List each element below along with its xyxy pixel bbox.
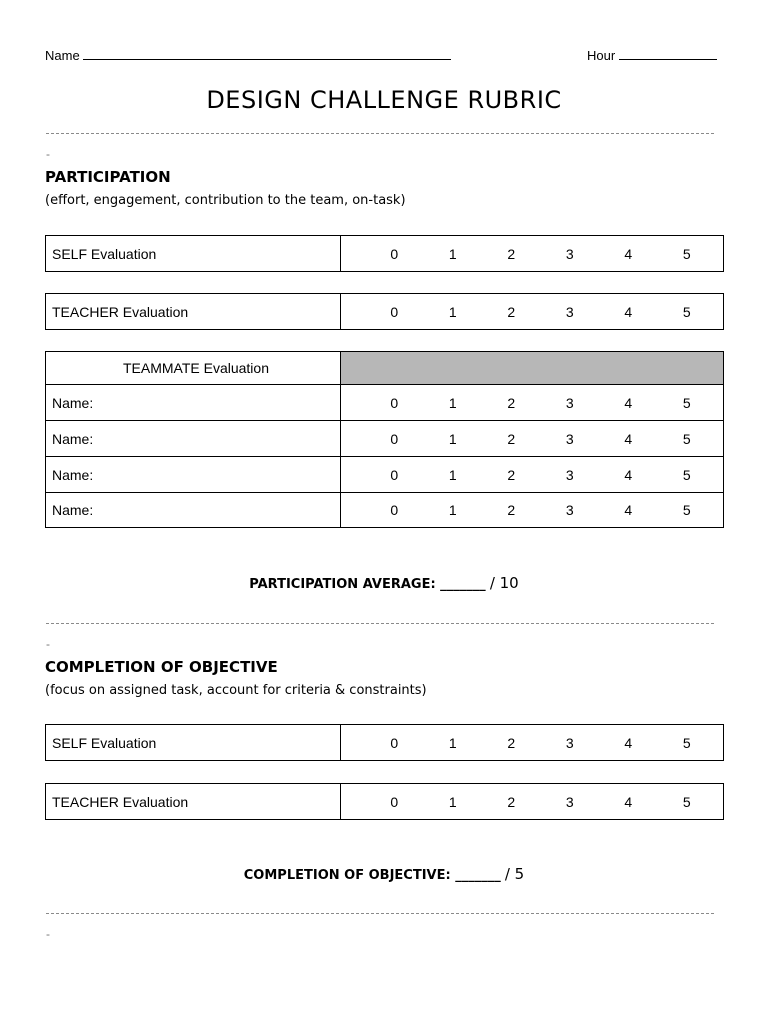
score-option-2[interactable]: 2 (507, 303, 516, 320)
score-option-5[interactable]: 5 (682, 430, 691, 447)
score-option-1[interactable]: 1 (448, 466, 457, 483)
completion-subheading: (focus on assigned task, account for criteria & constraints) (45, 683, 427, 698)
score-option-1[interactable]: 1 (448, 734, 457, 751)
score-option-5[interactable]: 5 (682, 793, 691, 810)
score-option-4[interactable]: 4 (624, 466, 633, 483)
table-row (46, 493, 724, 528)
page-title: DESIGN CHALLENGE RUBRIC (206, 86, 562, 114)
score-option-0[interactable]: 0 (390, 430, 399, 447)
score-options (341, 385, 724, 421)
score-option-4[interactable]: 4 (624, 303, 633, 320)
score-option-5[interactable]: 5 (682, 245, 691, 262)
completion-score (0, 865, 768, 883)
score-option-5[interactable]: 5 (682, 394, 691, 411)
score-option-2[interactable]: 2 (507, 502, 516, 518)
completion-self-table (45, 724, 724, 761)
score-option-0[interactable]: 0 (390, 303, 399, 320)
divider-tick: - (46, 927, 50, 941)
score-options (341, 457, 724, 493)
score-option-0[interactable]: 0 (390, 793, 399, 810)
score-option-2[interactable]: 2 (507, 793, 516, 810)
score-option-1[interactable]: 1 (448, 245, 457, 262)
participation-heading: PARTICIPATION (45, 168, 171, 186)
participation-self-table (45, 235, 724, 272)
teammate-name-label: Name: (46, 457, 341, 493)
score-option-3[interactable]: 3 (565, 502, 574, 518)
score-option-3[interactable]: 3 (565, 793, 574, 810)
score-option-4[interactable]: 4 (624, 394, 633, 411)
score-option-1[interactable]: 1 (448, 430, 457, 447)
score-option-4[interactable]: 4 (624, 502, 633, 518)
score-options (341, 421, 724, 457)
hour-field[interactable] (587, 47, 717, 63)
score-option-2[interactable]: 2 (507, 430, 516, 447)
table-row (46, 421, 724, 457)
score-option-4[interactable]: 4 (624, 793, 633, 810)
score-option-1[interactable]: 1 (448, 502, 457, 518)
table-row (46, 725, 724, 761)
divider (46, 133, 714, 134)
name-label: Name (45, 48, 80, 63)
teammate-name-label: Name: (46, 493, 341, 528)
participation-average-label: PARTICIPATION AVERAGE: _______ (249, 577, 486, 592)
score-option-3[interactable]: 3 (565, 734, 574, 751)
table-row (46, 236, 724, 272)
teacher-evaluation-label: TEACHER Evaluation (46, 294, 341, 330)
score-option-3[interactable]: 3 (565, 303, 574, 320)
score-option-2[interactable]: 2 (507, 734, 516, 751)
divider (46, 913, 714, 914)
teammate-name-label: Name: (46, 421, 341, 457)
completion-teacher-table (45, 783, 724, 820)
score-option-4[interactable]: 4 (624, 430, 633, 447)
participation-average-total: / 10 (489, 574, 519, 592)
participation-average (0, 574, 768, 592)
name-blank[interactable] (83, 47, 451, 60)
score-option-1[interactable]: 1 (448, 793, 457, 810)
table-row (46, 784, 724, 820)
score-options (341, 725, 724, 761)
score-option-1[interactable]: 1 (448, 303, 457, 320)
divider-tick: - (46, 147, 50, 161)
table-row (46, 294, 724, 330)
score-option-5[interactable]: 5 (682, 466, 691, 483)
teammate-evaluation-header: TEAMMATE Evaluation (46, 352, 341, 385)
score-options (341, 294, 724, 330)
score-option-2[interactable]: 2 (507, 245, 516, 262)
name-field[interactable] (45, 47, 451, 63)
participation-subheading: (effort, engagement, contribution to the team, on-task) (45, 193, 406, 208)
table-row (46, 352, 724, 385)
score-option-0[interactable]: 0 (390, 502, 399, 518)
shaded-cell (341, 352, 724, 385)
self-evaluation-label: SELF Evaluation (46, 236, 341, 272)
score-option-5[interactable]: 5 (682, 303, 691, 320)
score-option-5[interactable]: 5 (682, 502, 691, 518)
divider (46, 623, 714, 624)
teacher-evaluation-label: TEACHER Evaluation (46, 784, 341, 820)
score-option-0[interactable]: 0 (390, 245, 399, 262)
score-option-1[interactable]: 1 (448, 394, 457, 411)
participation-teacher-table (45, 293, 724, 330)
score-options (341, 236, 724, 272)
self-evaluation-label: SELF Evaluation (46, 725, 341, 761)
score-options (341, 784, 724, 820)
score-option-0[interactable]: 0 (390, 466, 399, 483)
score-option-0[interactable]: 0 (390, 394, 399, 411)
completion-score-label: COMPLETION OF OBJECTIVE: _______ (243, 868, 501, 883)
score-option-3[interactable]: 3 (565, 466, 574, 483)
score-option-3[interactable]: 3 (565, 245, 574, 262)
hour-label: Hour (587, 48, 616, 63)
table-row (46, 385, 724, 421)
divider-tick: - (46, 637, 50, 651)
score-option-4[interactable]: 4 (624, 245, 633, 262)
teammate-name-label: Name: (46, 385, 341, 421)
teammate-table (45, 351, 724, 528)
score-option-3[interactable]: 3 (565, 394, 574, 411)
completion-heading: COMPLETION OF OBJECTIVE (45, 658, 278, 676)
score-option-2[interactable]: 2 (507, 394, 516, 411)
hour-blank[interactable] (619, 47, 717, 60)
table-row (46, 457, 724, 493)
score-option-5[interactable]: 5 (682, 734, 691, 751)
score-option-3[interactable]: 3 (565, 430, 574, 447)
score-options (341, 493, 724, 528)
score-option-4[interactable]: 4 (624, 734, 633, 751)
completion-score-total: / 5 (504, 865, 525, 883)
score-option-2[interactable]: 2 (507, 466, 516, 483)
score-option-0[interactable]: 0 (390, 734, 399, 751)
